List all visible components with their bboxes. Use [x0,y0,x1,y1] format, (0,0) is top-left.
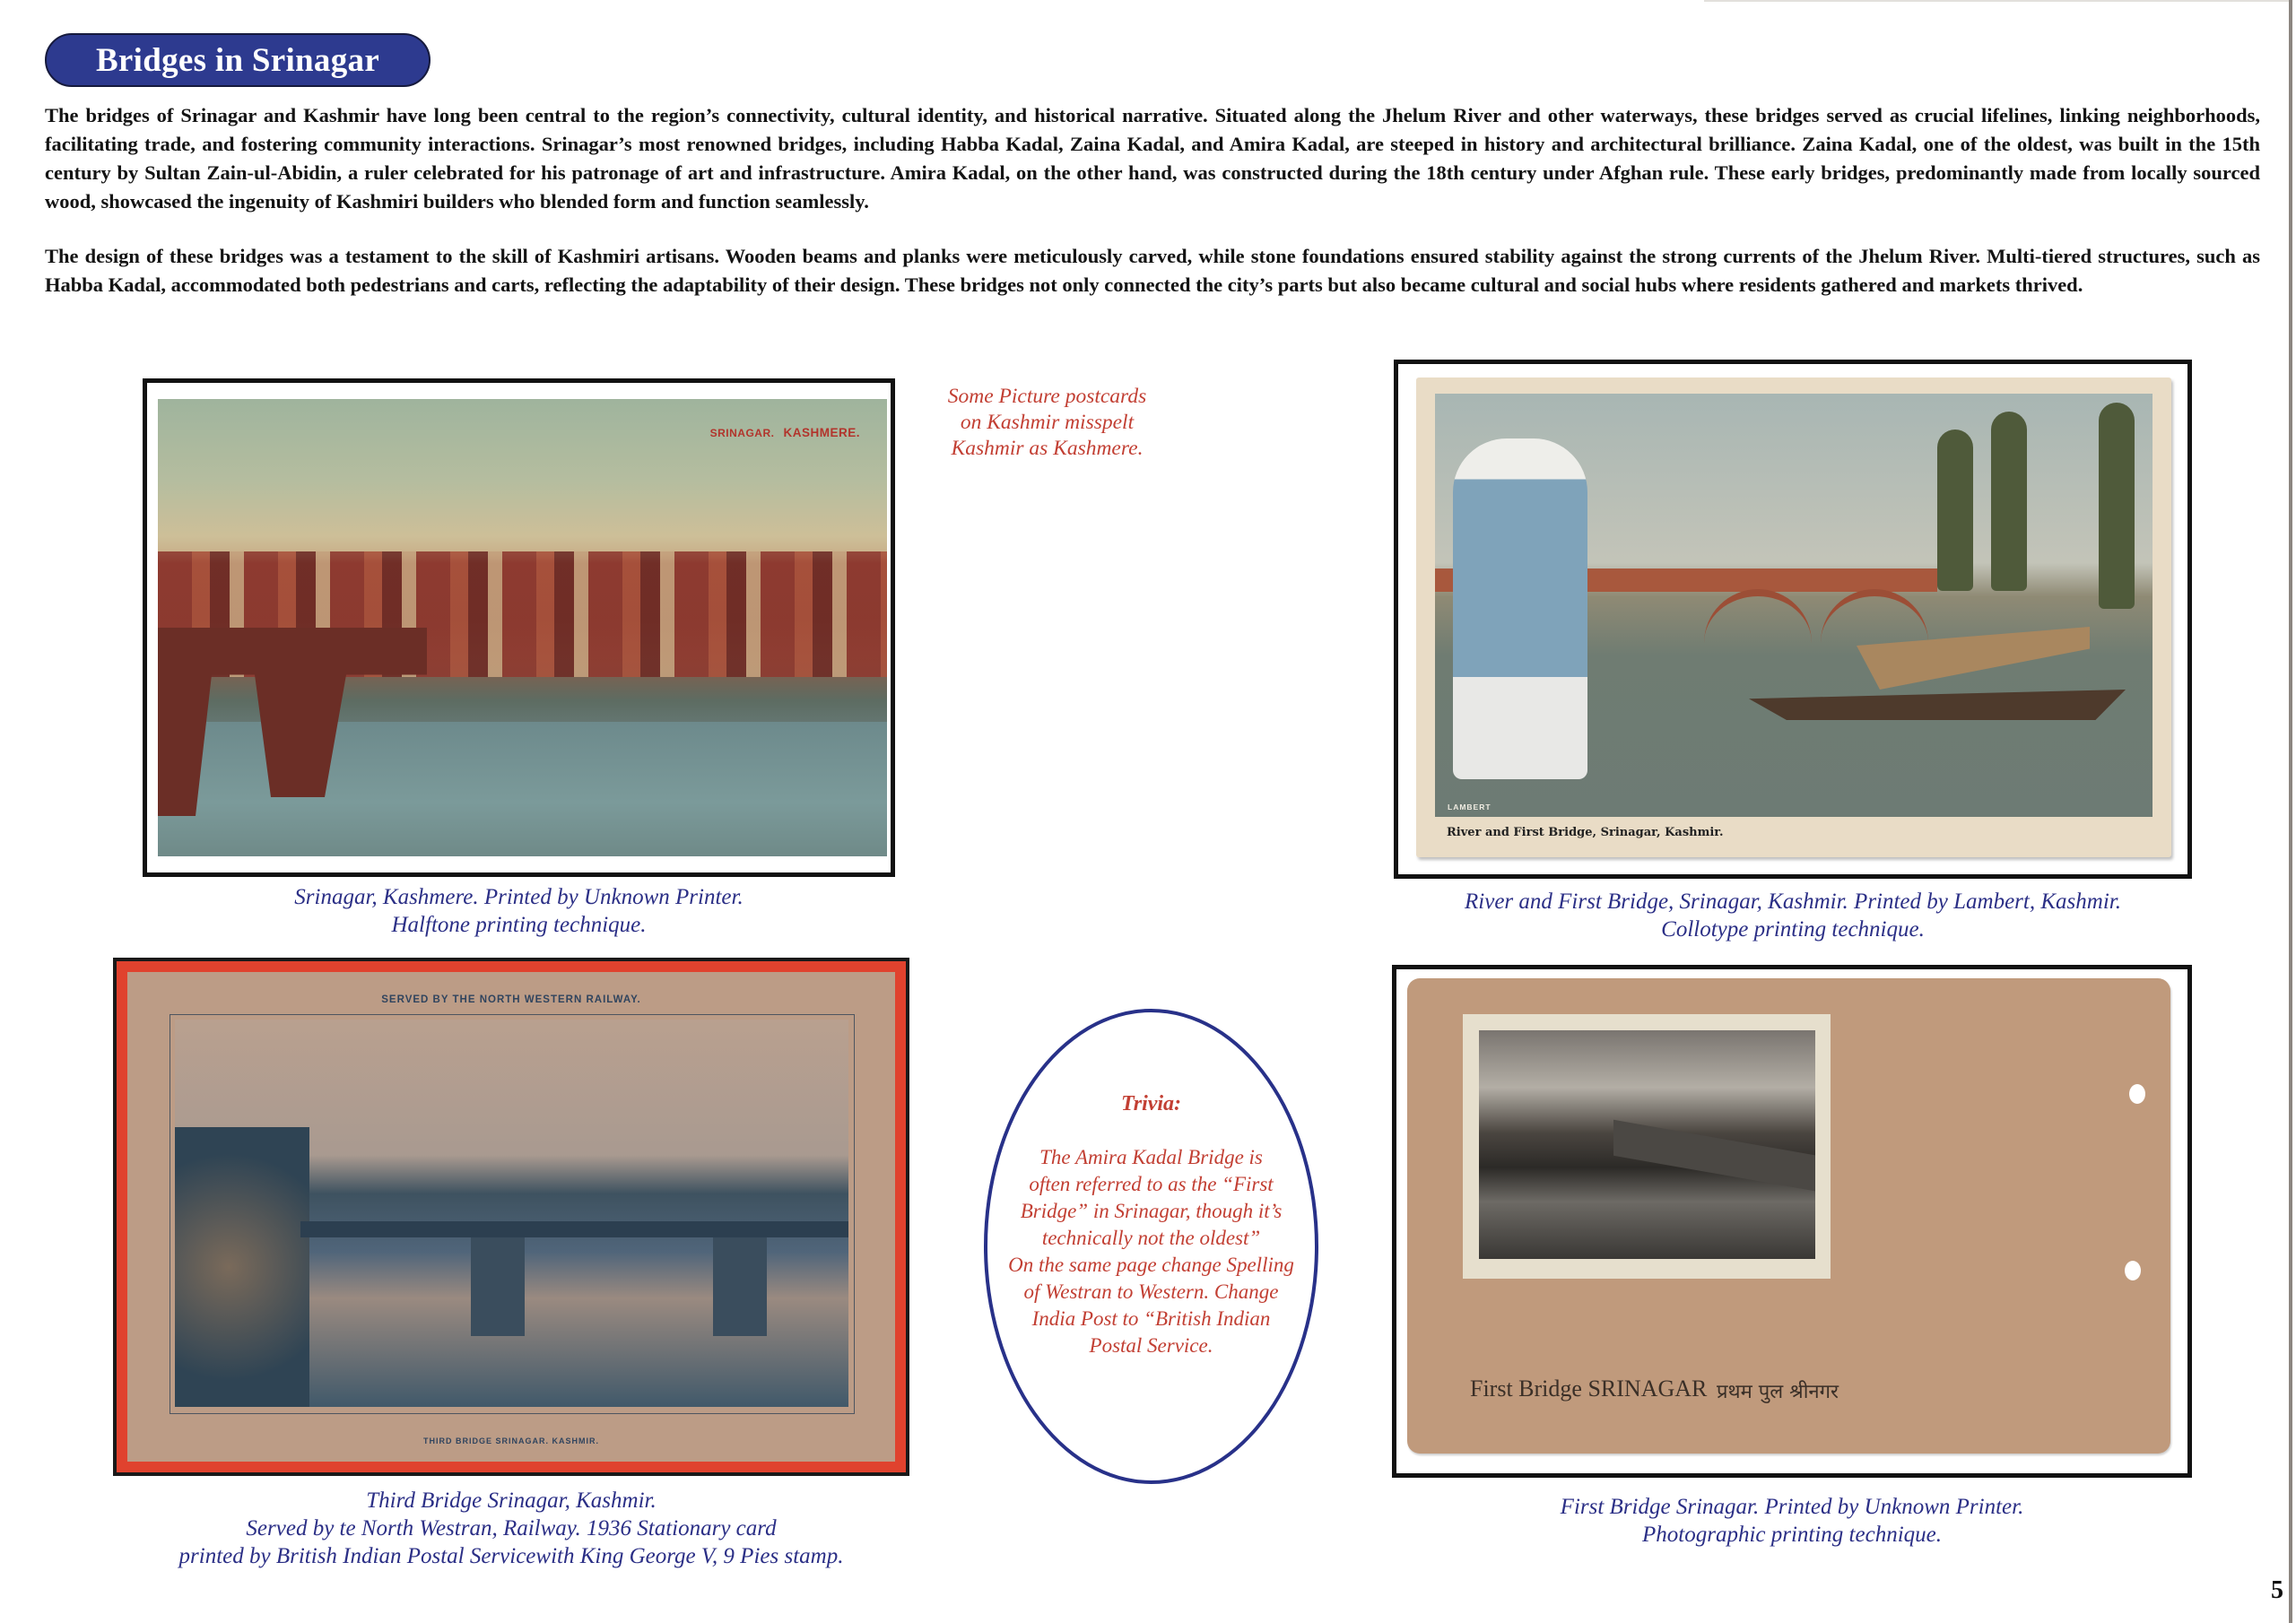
image-border [170,1014,855,1414]
trivia-line: The Amira Kadal Bridge is [1039,1146,1263,1168]
postcard-caption-1 [143,883,895,939]
postcard-image-third-bridge [175,1020,848,1407]
poplar-tree [2099,403,2135,609]
page-right-edge [2289,0,2292,1623]
trivia-text [987,1144,1316,1359]
postcard-image-kashmere [158,399,887,856]
page-number: 5 [2271,1576,2283,1604]
postcard-frame-river-first-bridge [1394,360,2192,879]
page-top-edge [1704,0,2289,2]
intro-paragraph-2: The design of these bridges was a testament to the skill of Kashmiri artisans. Wooden beams and planks were meticulously carved, while stone foundations ensured stability against the strong currents of the Jhelum River. Multi-tiered structures, such as Habba Kadal, accommodated both pedestrians and carts, reflecting the adaptability of their design. These bridges not only connected the city’s parts but also became cultural and social hubs where residents gathered and markets thrived. [45,245,2260,296]
postcard-printed-label: River and First Bridge, Srinagar, Kashmir. [1447,826,1724,839]
trivia-line: Postal Service. [1089,1334,1213,1357]
caption-line: Srinagar, Kashmere. Printed by Unknown Printer. [294,885,744,909]
bridge-pier [471,1237,525,1336]
boatman-figure [1453,438,1587,779]
postcard-image-river [1435,394,2152,817]
postcard-caption-4 [1392,1493,2192,1549]
printed-label-kashmere: KASHMERE. [783,426,860,439]
trivia-line: technically not the oldest” [1041,1227,1261,1249]
caption-line: printed by British Indian Postal Servicewith King George V, 9 Pies stamp. [178,1544,844,1568]
trivia-line: of Westran to Western. Change [1023,1280,1279,1303]
misspelling-note [928,384,1166,462]
trees-illustration [175,1127,309,1407]
intro-paragraph-1: The bridges of Srinagar and Kashmir have long been central to the region’s connectivity, cultural identity, and historical narrative. Situated along the Jhelum River and other waterways, these bridges served as crucial lifelines, linking neighborhoods, facilitating trade, and fostering community interactions. Srinagar’s most renowned bridges, including Habba Kadal, Zaina Kadal, and Amira Kadal, are steeped in history and architectural brilliance. Zaina Kadal, one of the oldest, was built in the 15th century by Sultan Zain-ul-Abidin, a ruler celebrated for his patronage of art and infrastructure. Amira Kadal, on the other hand, was constructed during the 18th century under Afghan rule. These early bridges, predominantly made from locally sourced wood, showcased the ingenuity of Kashmiri builders who blended form and function seamlessly. [45,104,2260,213]
shikara-boat [1749,690,2126,720]
page-title-banner [45,33,430,87]
note-line: Kashmir as Kashmere. [951,437,1144,460]
postcard-image-first-bridge [1479,1030,1815,1259]
bridge-illustration [300,1221,848,1237]
caption-line: Collotype printing technique. [1661,917,1925,942]
trivia-line: Bridge” in Srinagar, though it’s [1020,1200,1283,1222]
caption-line: River and First Bridge, Srinagar, Kashmir. Printed by Lambert, Kashmir. [1465,890,2121,914]
bridge-arch [1821,589,1928,650]
note-line: on Kashmir misspelt [960,411,1135,434]
printed-label-srinagar: SRINAGAR. [709,427,775,439]
postcard-printed-label-hindi: प्रथम पुल श्रीनगर [1717,1381,1839,1403]
punch-hole [2125,1261,2141,1280]
note-line: Some Picture postcards [947,385,1147,408]
postcard-frame-kashmere [143,378,895,877]
bridge-pier [713,1237,767,1336]
printer-credit: LAMBERT [1448,803,1492,812]
trivia-line: often referred to as the “First [1029,1173,1274,1195]
stationery-card [127,972,895,1462]
caption-line: First Bridge Srinagar. Printed by Unknown Printer. [1560,1495,2024,1519]
postcard-caption-2 [1394,888,2192,943]
poplar-tree [1991,412,2027,591]
postcard-card-lambert [1416,378,2171,857]
postcard-frame-third-bridge [113,958,909,1476]
postcard-printed-label-english: First Bridge SRINAGAR [1470,1376,1708,1402]
caption-line: Third Bridge Srinagar, Kashmir. [366,1488,657,1513]
postcard-printed-header: SERVED BY THE NORTH WESTERN RAILWAY. [381,994,641,1005]
trivia-line: On the same page change Spelling [1008,1254,1294,1276]
postcard-printed-label [710,426,860,439]
bridge-illustration [1613,1120,1815,1193]
caption-line: Photographic printing technique. [1642,1523,1942,1547]
postcard-printed-footer: THIRD BRIDGE SRINAGAR. KASHMIR. [422,1436,599,1445]
page-title: Bridges in Srinagar [95,41,380,79]
bridge-arch [1704,589,1812,650]
postcard-frame-first-bridge [1392,965,2192,1478]
postcard-caption-3 [113,1487,909,1570]
punch-hole [2129,1084,2145,1104]
photo-mount-card [1407,978,2170,1454]
trivia-heading: Trivia: [1120,1092,1182,1115]
caption-line: Served by te North Westran, Railway. 1936 Stationary card [246,1516,777,1541]
poplar-tree [1937,430,1973,591]
caption-line: Halftone printing technique. [391,913,647,937]
trivia-line: India Post to “British Indian [1031,1307,1271,1330]
